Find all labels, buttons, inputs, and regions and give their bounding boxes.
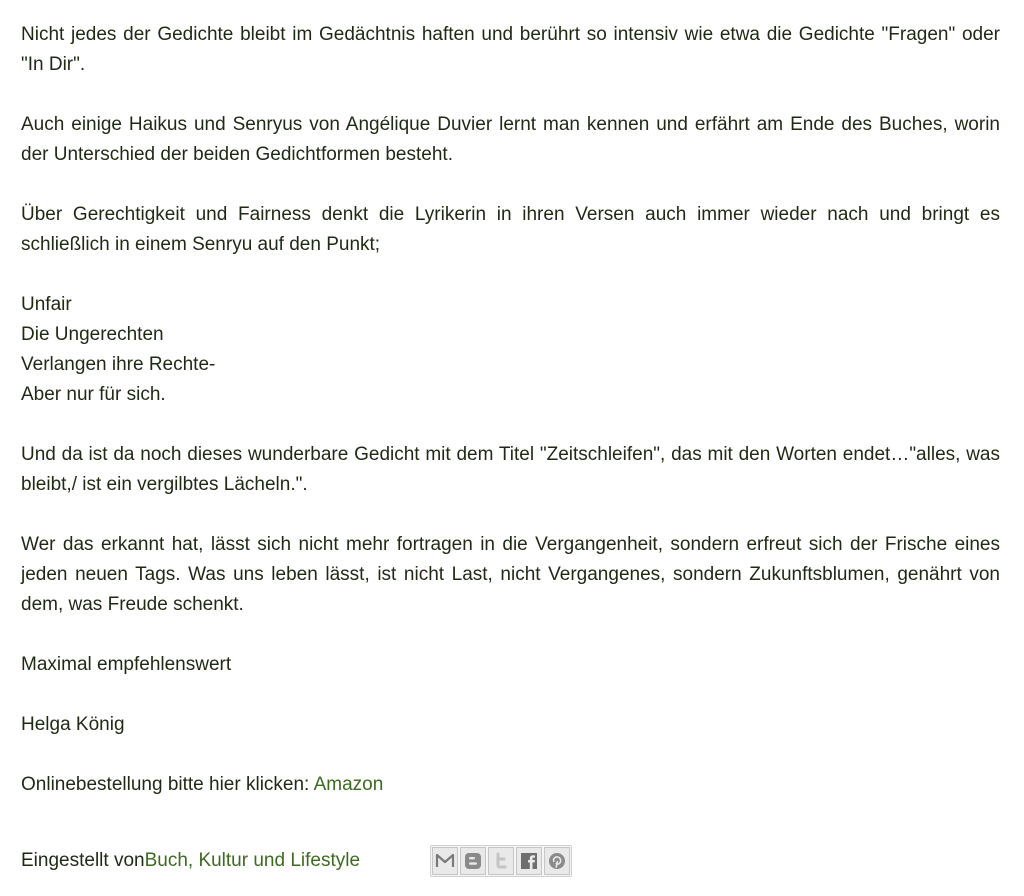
pinterest-icon: [548, 852, 566, 870]
poem-line: Aber nur für sich.: [21, 384, 166, 405]
author-profile-link[interactable]: Buch, Kultur und Lifestyle: [144, 850, 361, 871]
order-line: [21, 770, 1000, 800]
facebook-icon: [520, 852, 538, 870]
post-footer: [21, 845, 572, 877]
share-twitter-button[interactable]: [488, 847, 514, 875]
share-email-button[interactable]: [432, 847, 458, 875]
paragraph-5: Wer das erkannt hat, lässt sich nicht mehr fortragen in die Vergangenheit, sondern erfreut sich der Frische eines jeden neuen Tags. Was uns leben lässt, ist nicht Last, nicht Vergangenes, sondern Zukunftsblumen, genährt von dem, was Freude schenkt.: [21, 534, 1000, 615]
post-body: [21, 20, 1000, 800]
poem-line: Unfair: [21, 294, 72, 315]
recommendation: Maximal empfehlenswert: [21, 654, 232, 675]
share-buttons: [430, 845, 572, 877]
senryu-poem: [21, 290, 1000, 410]
poem-line: Die Ungerechten: [21, 324, 164, 345]
order-text: Onlinebestellung bitte hier klicken:: [21, 774, 314, 795]
paragraph-4: Und da ist da noch dieses wunderbare Gedicht mit dem Titel "Zeitschleifen", das mit den Worten endet…"alles, was bleibt,/ ist ein vergilbtes Lächeln.".: [21, 444, 1000, 495]
share-pinterest-button[interactable]: [544, 847, 570, 875]
author-name: Helga König: [21, 714, 125, 735]
paragraph-3: Über Gerechtigkeit und Fairness denkt die Lyrikerin in ihren Versen auch immer wieder nach und bringt es schließlich in einem Senryu auf den Punkt;: [21, 204, 1000, 255]
posted-by-label: Eingestellt von: [21, 850, 145, 871]
paragraph-1: Nicht jedes der Gedichte bleibt im Gedächtnis haften und berührt so intensiv wie etwa die Gedichte "Fragen" oder "In Dir".: [21, 24, 1000, 75]
twitter-icon: [493, 852, 509, 870]
share-blogger-button[interactable]: [460, 847, 486, 875]
blogger-icon: [464, 852, 482, 870]
paragraph-2: Auch einige Haikus und Senryus von Angélique Duvier lernt man kennen und erfährt am Ende des Buches, worin der Unterschied der beiden Gedichtformen besteht.: [21, 114, 1000, 165]
share-facebook-button[interactable]: [516, 847, 542, 875]
amazon-link[interactable]: Amazon: [313, 774, 384, 795]
poem-line: Verlangen ihre Rechte-: [21, 354, 216, 375]
email-icon: [435, 853, 455, 869]
